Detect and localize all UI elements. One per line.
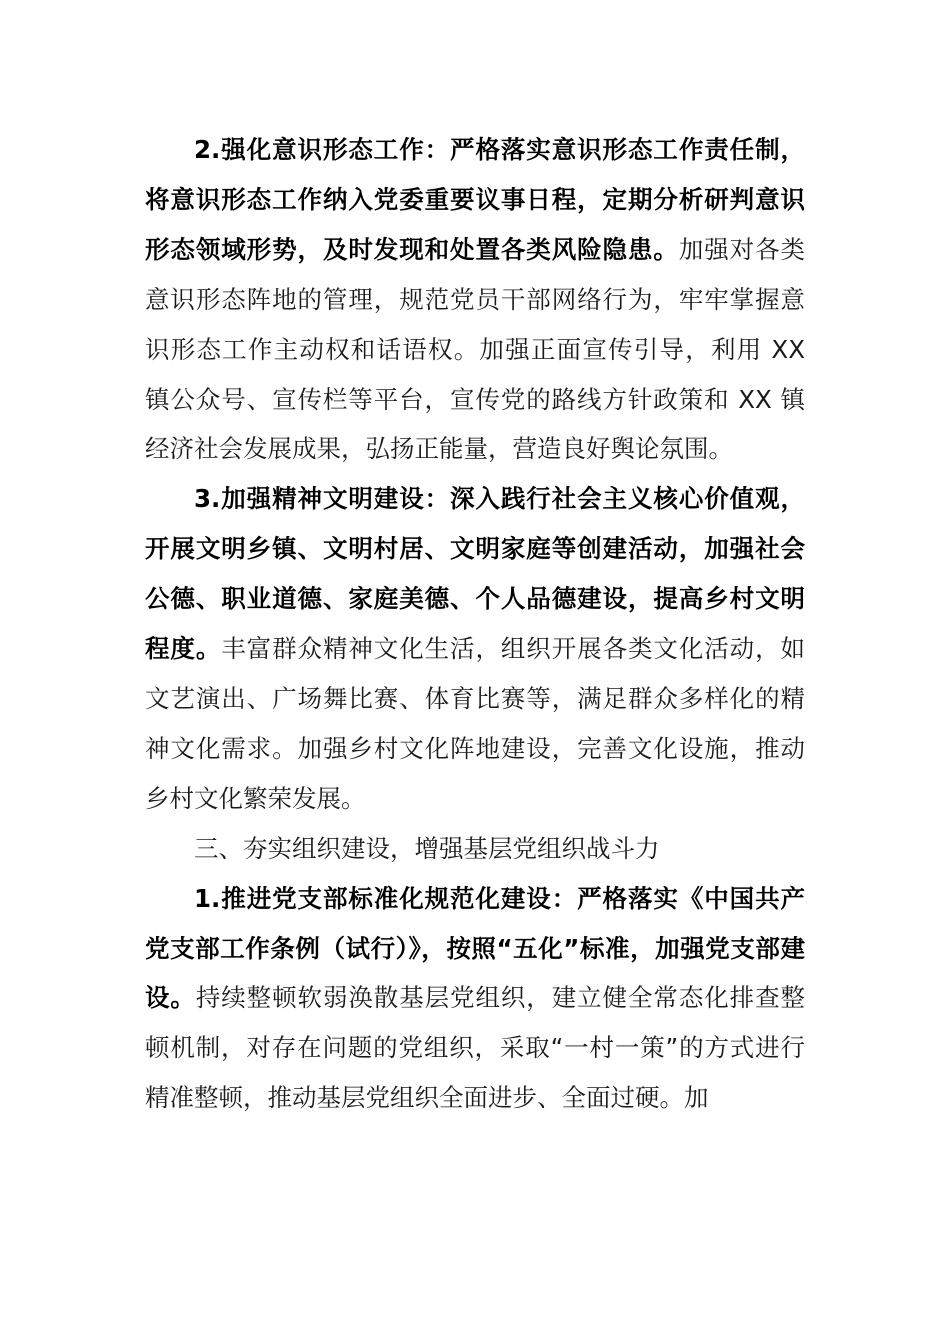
paragraph-heading: 2.强化意识形态工作：严格落实意识形态工作责任制，将意识形态工作纳入党委重要议事日程，定期分析研判意识形态领域形势，及时发现和处置各类风险隐患。 bbox=[145, 135, 805, 264]
paragraph-text: 加强对各类意识形态阵地的管理，规范党员干部网络行为，牢牢掌握意识形态工作主动权和话语权。加强正面宣传引导，利用 XX 镇公众号、宣传栏等平台，宣传党的路线方针政策和 XX 镇经济社会发展成果，弘扬正能量，营造良好舆论氛围。 bbox=[145, 234, 806, 464]
paragraph-ideology-work bbox=[145, 125, 805, 474]
section-heading-text: 三、夯实组织建设，增强基层党组织战斗力 bbox=[194, 833, 660, 863]
paragraph-branch-standardization bbox=[145, 874, 805, 1124]
paragraph-heading: 3.加强精神文明建设：深入践行社会主义核心价值观，开展文明乡镇、文明村居、文明家庭等创建活动，加强社会公德、职业道德、家庭美德、个人品德建设，提高乡村文明程度。 bbox=[145, 484, 805, 664]
paragraph-text: 丰富群众精神文化生活，组织开展各类文化活动，如文艺演出、广场舞比赛、体育比赛等，满足群众多样化的精神文化需求。加强乡村文化阵地建设，完善文化设施，推动乡村文化繁荣发展。 bbox=[145, 634, 806, 813]
paragraph-text: 持续整顿软弱涣散基层党组织，建立健全常态化排查整顿机制，对存在问题的党组织，采取“一村一策”的方式进行精准整顿，推动基层党组织全面进步、全面过硬。加 bbox=[145, 983, 806, 1113]
paragraph-spiritual-civilization bbox=[145, 474, 805, 823]
paragraph-heading: 1.推进党支部标准化规范化建设：严格落实《中国共产党支部工作条例（试行）》，按照“五化”标准，加强党支部建设。 bbox=[145, 883, 805, 1013]
section-heading bbox=[145, 824, 805, 874]
document-body bbox=[145, 125, 805, 1123]
